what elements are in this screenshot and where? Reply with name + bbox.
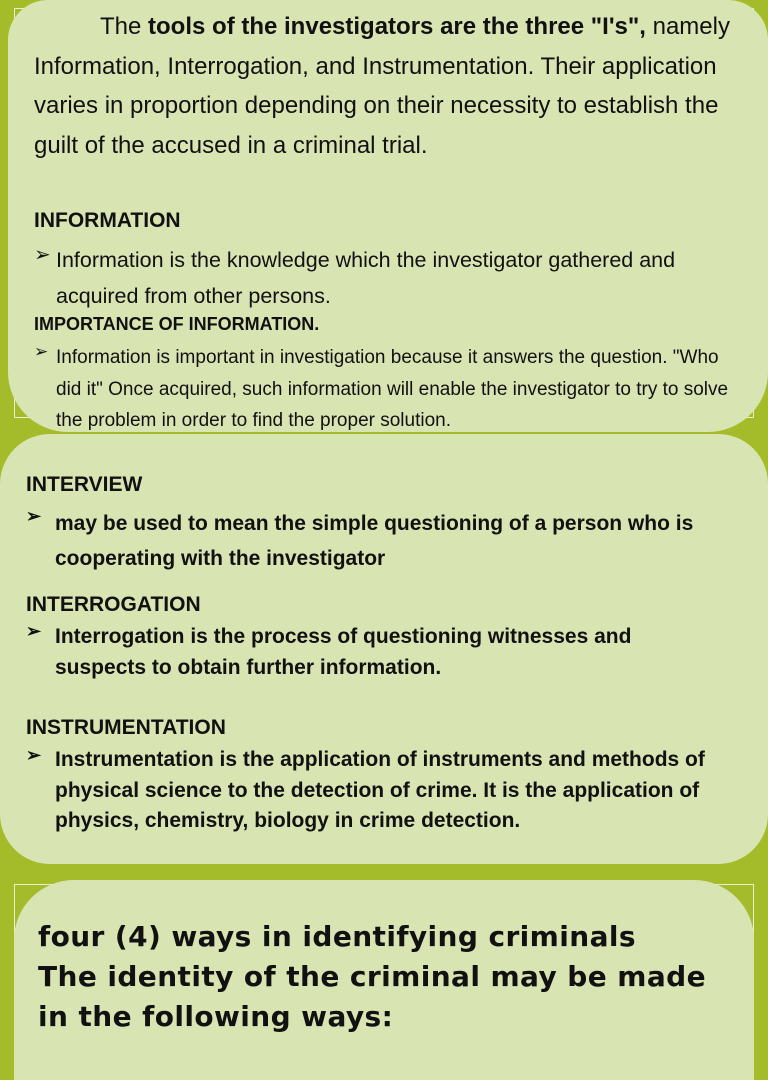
heading-instrumentation: INSTRUMENTATION (26, 716, 226, 739)
identification-title: four (4) ways in identifying criminals (38, 920, 636, 953)
information-bullet: ➢ Information is the knowledge which the investigator gathered and acquired from other persons. (34, 242, 746, 314)
importance-bullet: ➢ Information is important in investigation because it answers the question. "Who did it" Once acquired, such information will enable the investigator to try to solve the problem in order to find the proper solution. (34, 342, 734, 437)
intro-paragraph: The tools of the investigators are the three "I's", namely Information, Interrogation, and Instrumentation. Their application varies in proportion depending on their necessity to establish the guilt of the accused in a criminal trial. (34, 13, 730, 159)
interrogation-bullet: ➢ Interrogation is the process of questioning witnesses and suspects to obtain further information. (26, 621, 726, 683)
interview-bullet: ➢ may be used to mean the simple questioning of a person who is cooperating with the investigator (26, 506, 746, 576)
bullet-arrow-icon: ➢ (26, 621, 42, 641)
identification-line-3: in the following ways: (38, 1000, 394, 1033)
heading-interrogation: INTERROGATION (26, 593, 201, 616)
bullet-arrow-icon: ➢ (26, 745, 42, 765)
bullet-arrow-icon: ➢ (26, 506, 42, 526)
bullet-arrow-icon: ➢ (34, 342, 49, 361)
instrumentation-bullet: ➢ Instrumentation is the application of instruments and methods of physical science to the detection of crime. It is the application of physics, chemistry, biology in crime detection. (26, 745, 746, 837)
heading-importance-of-information: IMPORTANCE OF INFORMATION. (34, 314, 320, 334)
heading-information: INFORMATION (34, 209, 181, 232)
bullet-arrow-icon: ➢ (34, 244, 51, 266)
heading-interview: INTERVIEW (26, 473, 143, 496)
intro-bold-text: tools of the investigators are the three "I's", (148, 13, 646, 40)
identification-line-2: The identity of the criminal may be made (38, 960, 706, 993)
